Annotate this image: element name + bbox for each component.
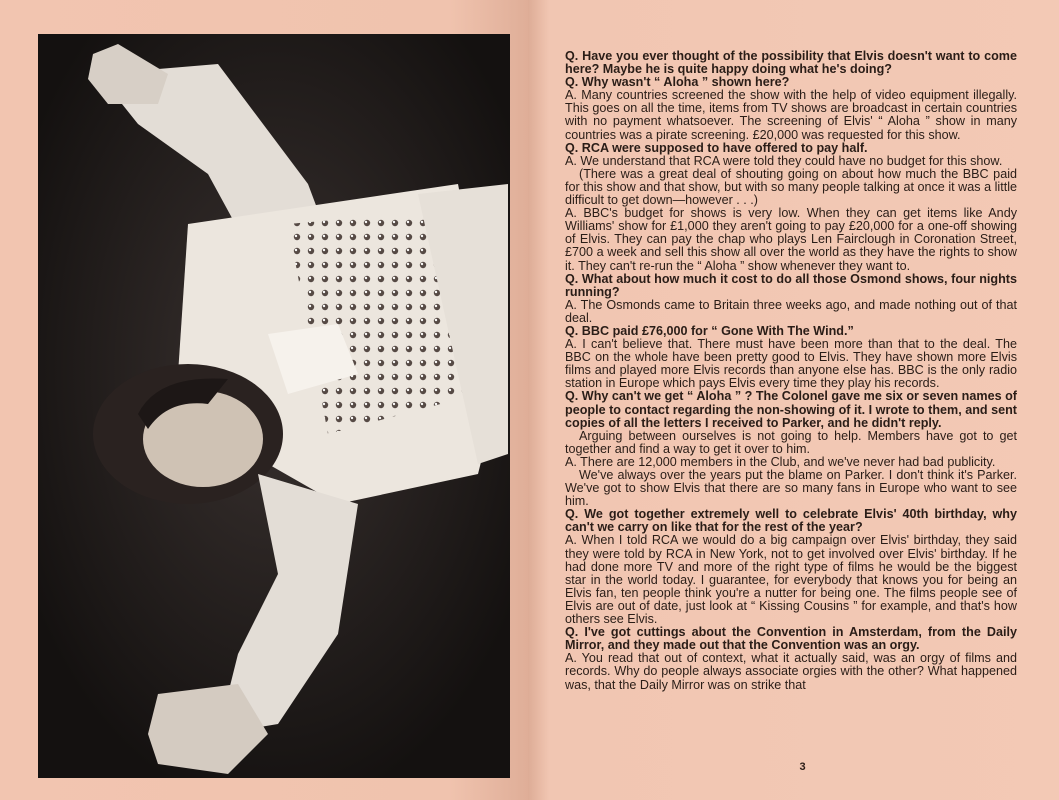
question-paragraph: Q. I've got cuttings about the Convention in Amsterdam, from the Daily Mirror, and they made out that the Convention was an orgy. bbox=[565, 625, 1017, 653]
answer-paragraph: A. We understand that RCA were told they could have no budget for this show. bbox=[565, 153, 1003, 168]
elvis-photo bbox=[38, 34, 510, 778]
interview-text bbox=[565, 50, 1017, 692]
left-page bbox=[0, 0, 528, 800]
page-number: 3 bbox=[799, 761, 806, 773]
aside-paragraph: Arguing between ourselves is not going to help. Members have got to get together and find a way to get it over to him. bbox=[565, 428, 1017, 456]
question-paragraph: Q. Have you ever thought of the possibility that Elvis doesn't want to come here? Maybe he is quite happy doing what he's doing? bbox=[565, 49, 1017, 77]
answer-paragraph: A. I can't believe that. There must have been more than that to the deal. The BBC on the whole have been pretty good to Elvis. They have shown more Elvis films and played more Elvis records than anyone else has. BBC is the only radio station in Europe which pays Elvis every time they play his records. bbox=[565, 337, 1017, 391]
answer-paragraph: A. When I told RCA we would do a big campaign over Elvis' birthday, they said they were told by RCA in New York, not to get involved over Elvis' birthday. If he had done more TV and more of the right type of films he would be the biggest star in the world today. I guarantee, for everybody that knows you for being an Elvis fan, ten people think you're a nutter for being one. The films people see of Elvis are out of date, just look at “ Kissing Cousins ” for example, and that's how others see Elvis. bbox=[565, 533, 1017, 627]
answer-paragraph: A. Many countries screened the show with the help of video equipment illegally. This goes on all the time, items from TV shows are broadcast in certain countries with no payment whatsoever. The screening of Elvis' “ Aloha ” show in many countries was a pirate screening. £20,000 was requested for this show. bbox=[565, 88, 1017, 142]
answer-paragraph: A. The Osmonds came to Britain three weeks ago, and made nothing out of that deal. bbox=[565, 297, 1017, 325]
right-page bbox=[528, 0, 1059, 800]
question-paragraph: Q. BBC paid £76,000 for “ Gone With The Wind.” bbox=[565, 323, 854, 338]
question-paragraph: Q. We got together extremely well to celebrate Elvis' 40th birthday, why can't we carry on like that for the rest of the year? bbox=[565, 507, 1017, 535]
question-paragraph: Q. What about how much it cost to do all those Osmond shows, four nights running? bbox=[565, 271, 1017, 299]
question-paragraph: Q. Why wasn't “ Aloha ” shown here? bbox=[565, 75, 790, 90]
aside-paragraph: (There was a great deal of shouting going on about how much the BBC paid for this show and that show, but with so many people talking at once it was a little difficult to get down—however . . .) bbox=[565, 166, 1017, 208]
answer-paragraph: A. There are 12,000 members in the Club, and we've never had bad publicity. bbox=[565, 454, 996, 469]
answer-paragraph: A. You read that out of context, what it actually said, was an orgy of films and records. Why do people always associate orgies with the other? What happened was, that the Daily Mirror was on strike that bbox=[565, 651, 1017, 692]
question-paragraph: Q. Why can't we get “ Aloha ” ? The Colonel gave me six or seven names of people to contact regarding the non-showing of it. I wrote to them, and sent copies of all the letters I received to Parker, and he didn't reply. bbox=[565, 389, 1017, 430]
answer-paragraph: A. BBC's budget for shows is very low. When they can get items like Andy Williams' show for £1,000 they aren't going to pay £20,000 for a one-off showing of Elvis. They can pay the chap who plays Len Fairclough in Coronation Street, £700 a week and sell this show all over the world as they have the rights to show it. They can't re-run the “ Aloha ” show whenever they want to. bbox=[565, 206, 1017, 273]
aside-paragraph: We've always over the years put the blame on Parker. I don't think it's Parker. We've got to show Elvis that there are so many fans in Europe who want to see him. bbox=[565, 468, 1017, 509]
performer-image bbox=[38, 34, 510, 778]
question-paragraph: Q. RCA were supposed to have offered to pay half. bbox=[565, 140, 868, 155]
